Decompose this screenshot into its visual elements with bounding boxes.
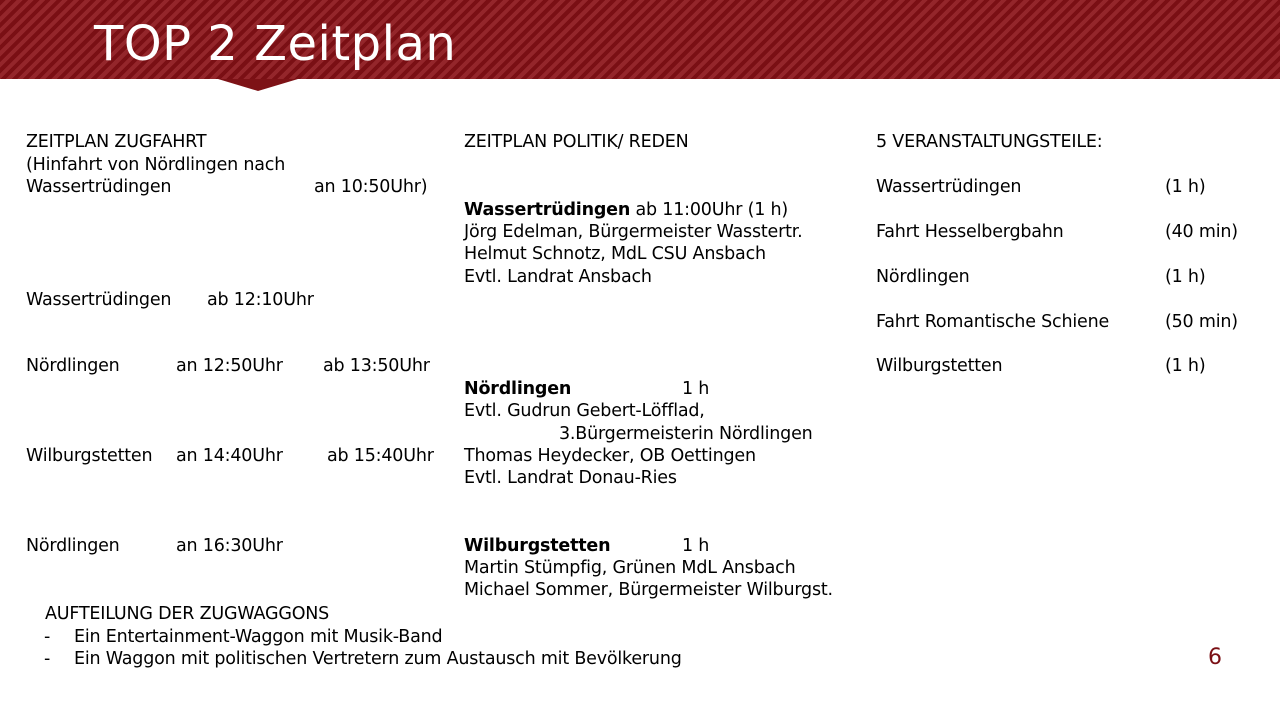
politik-speaker: Jörg Edelman, Bürgermeister Wasstertr. — [464, 222, 803, 242]
aufteilung-bullet: - — [44, 649, 51, 669]
stop-arrival: an 16:30Uhr — [176, 536, 283, 556]
veranstaltung-item-name: Fahrt Hesselbergbahn — [876, 222, 1064, 242]
veranstaltung-item-name: Nördlingen — [876, 267, 970, 287]
aufteilung-item: Ein Waggon mit politischen Vertretern zum Austausch mit Bevölkerung — [74, 649, 682, 669]
politik-speaker: Helmut Schnotz, MdL CSU Ansbach — [464, 244, 766, 264]
stop-arrival: an 14:40Uhr — [176, 446, 283, 466]
politik-speaker: Martin Stümpfig, Grünen MdL Ansbach — [464, 558, 796, 578]
aufteilung-bullet: - — [44, 627, 51, 647]
zugfahrt-subtitle: (Hinfahrt von Nördlingen nach — [26, 155, 286, 175]
politik-speaker: Evtl. Gudrun Gebert-Löfflad, — [464, 401, 705, 421]
zugfahrt-heading: ZEITPLAN ZUGFAHRT — [26, 132, 207, 152]
slide-title: TOP 2 Zeitplan — [94, 16, 457, 72]
veranstaltung-item-duration: (40 min) — [1165, 222, 1238, 242]
politik-block2-place: Nördlingen — [464, 379, 572, 399]
politik-block1-time: ab 11:00Uhr (1 h) — [630, 200, 789, 220]
aufteilung-item: Ein Entertainment-Waggon mit Musik-Band — [74, 627, 443, 647]
politik-block3-duration: 1 h — [682, 536, 710, 556]
politik-speaker: Evtl. Landrat Ansbach — [464, 267, 652, 287]
veranstaltung-item-duration: (1 h) — [1165, 267, 1206, 287]
veranstaltung-heading: 5 VERANSTALTUNGSTEILE: — [876, 132, 1103, 152]
stop-departure: ab 13:50Uhr — [323, 356, 430, 376]
politik-speaker: Evtl. Landrat Donau-Ries — [464, 468, 677, 488]
politik-speaker: Thomas Heydecker, OB Oettingen — [464, 446, 756, 466]
politik-speaker: Michael Sommer, Bürgermeister Wilburgst. — [464, 580, 833, 600]
banner-notch — [218, 79, 298, 91]
stop-departure: ab 15:40Uhr — [327, 446, 434, 466]
veranstaltung-item-name: Fahrt Romantische Schiene — [876, 312, 1110, 332]
politik-block1-header — [464, 199, 788, 221]
stop-station: Nördlingen — [26, 536, 120, 556]
politik-heading: ZEITPLAN POLITIK/ REDEN — [464, 132, 689, 152]
politik-block2-duration: 1 h — [682, 379, 710, 399]
veranstaltung-item-name: Wassertrüdingen — [876, 177, 1022, 197]
veranstaltung-item-duration: (1 h) — [1165, 177, 1206, 197]
stop-station: Wilburgstetten — [26, 446, 153, 466]
stop-departure: ab 12:10Uhr — [207, 290, 314, 310]
page-number: 6 — [1208, 645, 1222, 670]
stop-station: Wassertrüdingen — [26, 290, 172, 310]
politik-block1-place: Wassertrüdingen — [464, 200, 631, 220]
stop-arrival: an 12:50Uhr — [176, 356, 283, 376]
zugfahrt-first-arrival: an 10:50Uhr) — [314, 177, 428, 197]
veranstaltung-item-duration: (50 min) — [1165, 312, 1238, 332]
stop-station: Nördlingen — [26, 356, 120, 376]
veranstaltung-item-name: Wilburgstetten — [876, 356, 1003, 376]
zugfahrt-first-station: Wassertrüdingen — [26, 177, 172, 197]
veranstaltung-item-duration: (1 h) — [1165, 356, 1206, 376]
politik-block3-place: Wilburgstetten — [464, 536, 611, 556]
politik-speaker: 3.Bürgermeisterin Nördlingen — [559, 424, 813, 444]
aufteilung-heading: AUFTEILUNG DER ZUGWAGGONS — [45, 604, 330, 624]
